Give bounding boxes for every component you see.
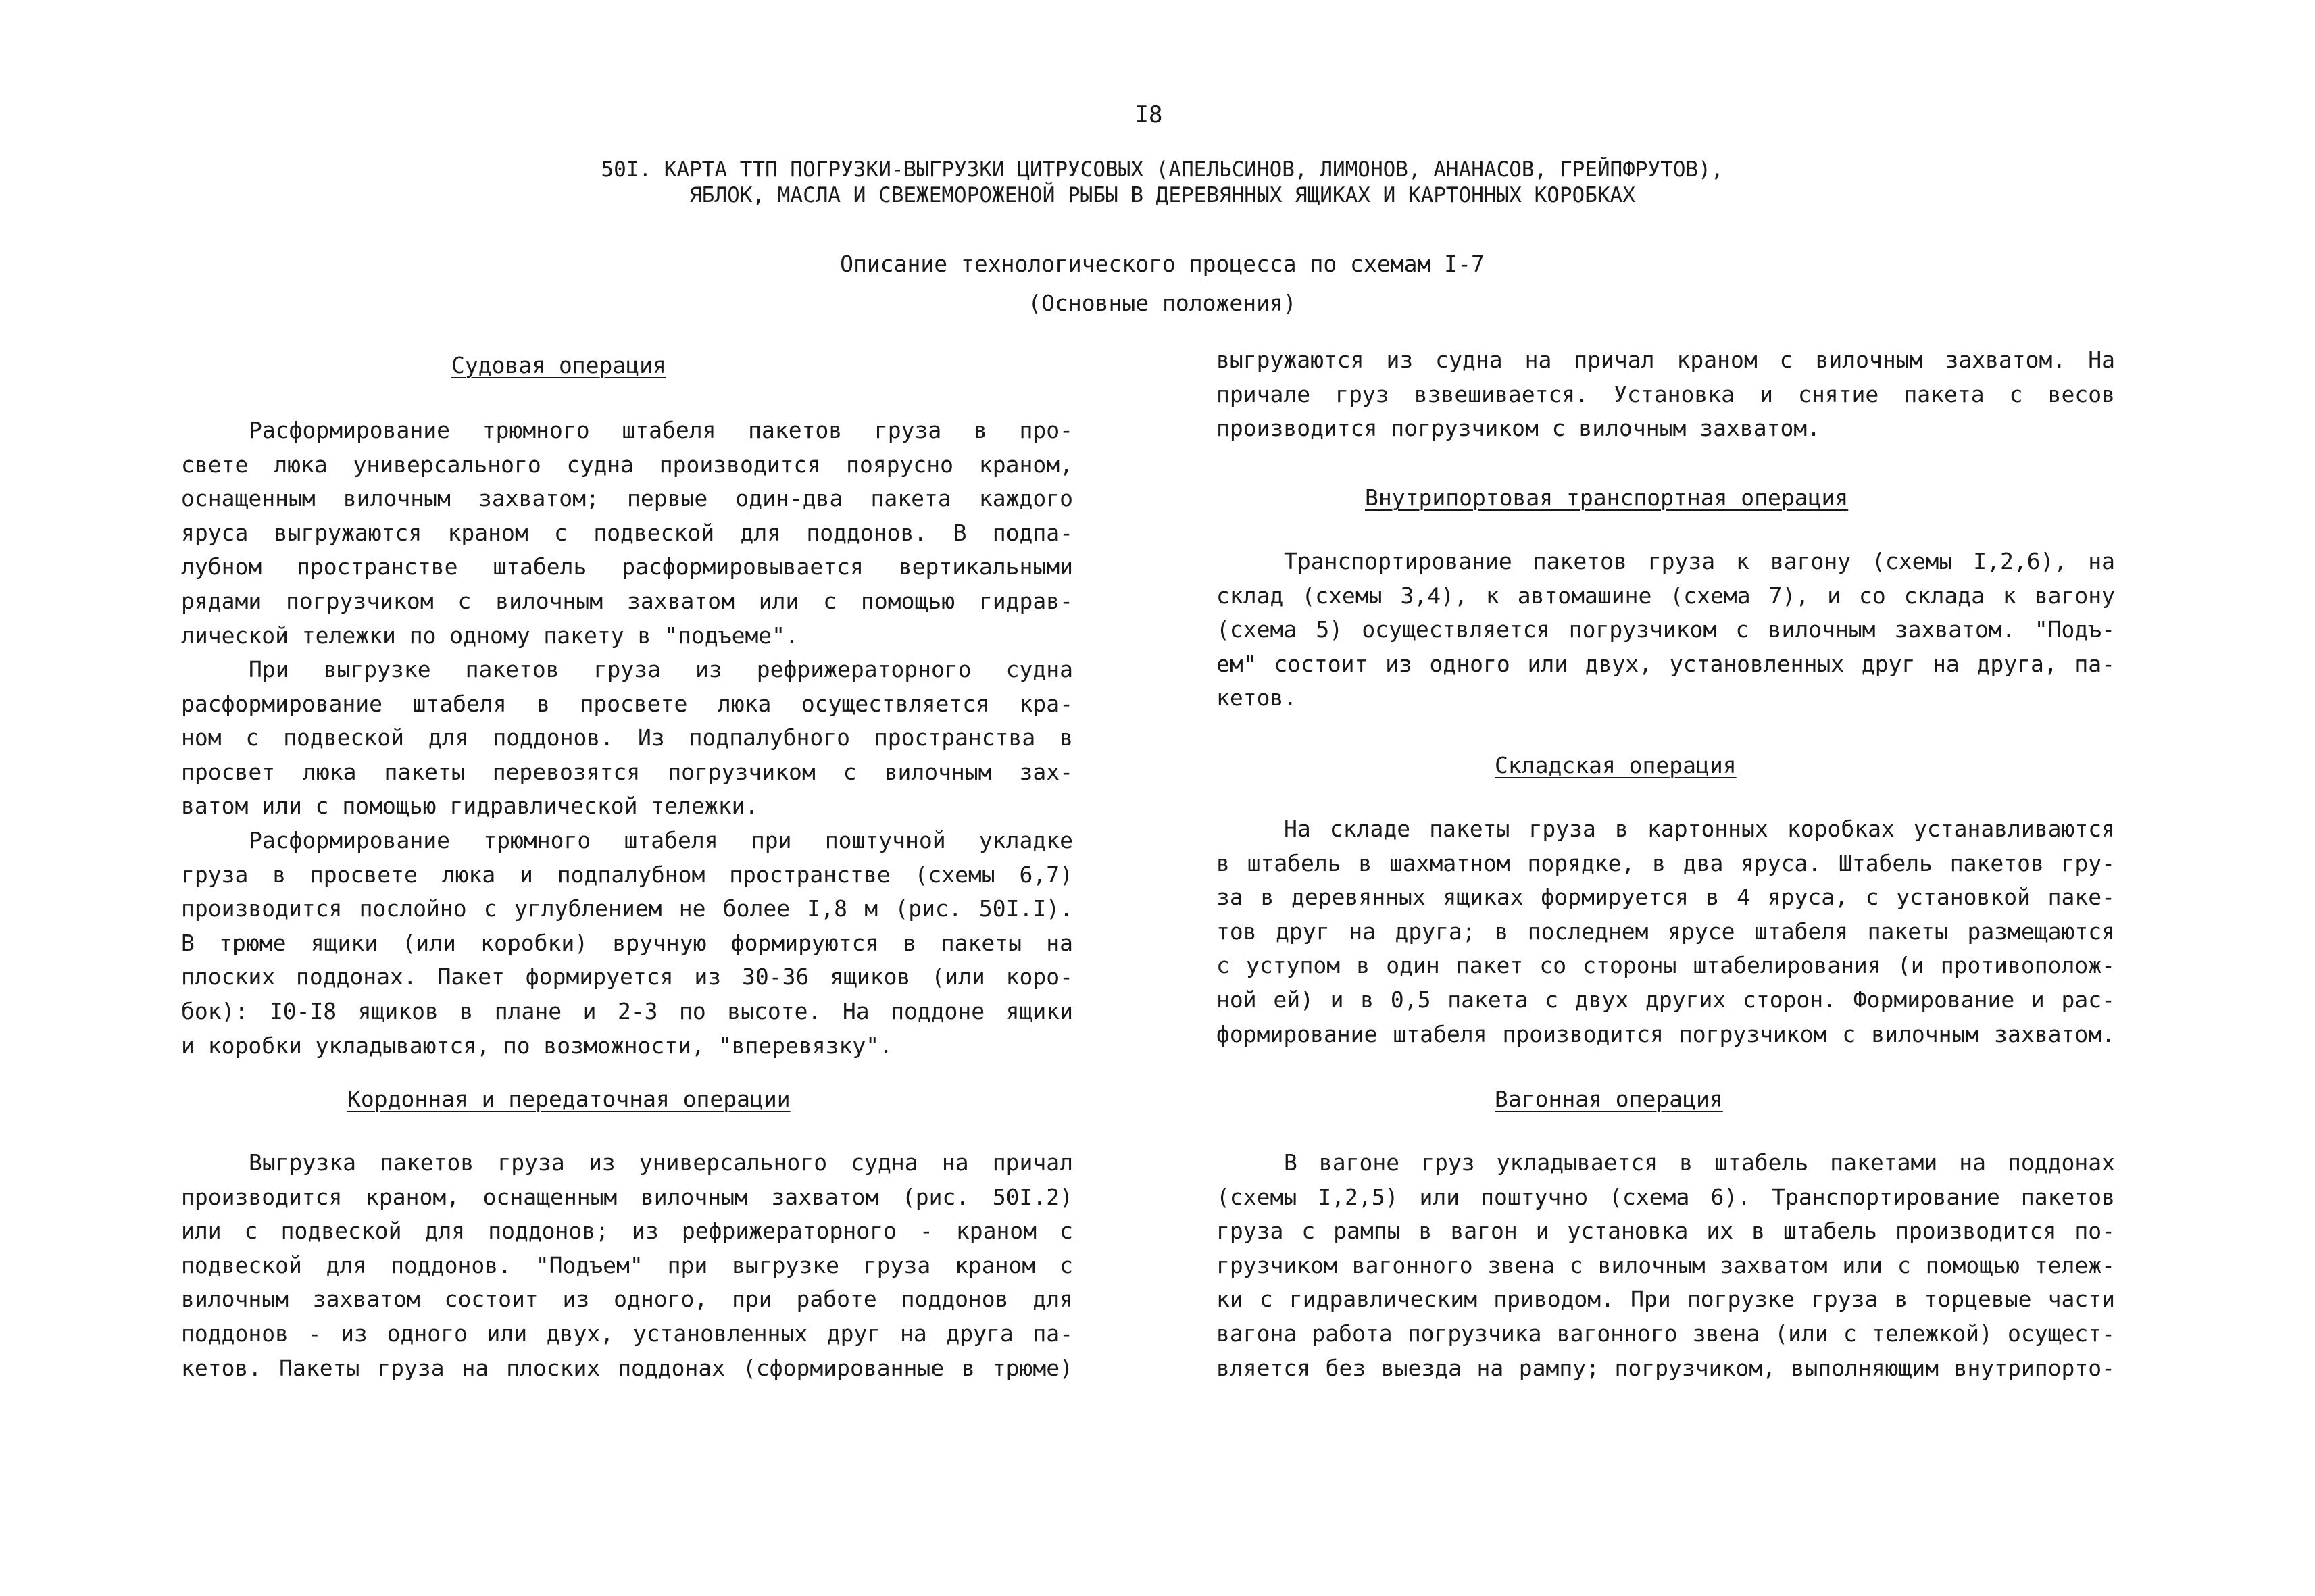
text-line: формирование штабеля производится погрузчиком с вилочным захватом. bbox=[1216, 1020, 2115, 1047]
paragraph-transport bbox=[1216, 545, 2115, 716]
text-line: (схемы I,2,5) или поштучно (схема 6). Транспортирование пакетов bbox=[1216, 1183, 2115, 1210]
text-line: производится послойно с углублением не более I,8 м (рис. 50I.I). bbox=[181, 895, 1073, 922]
subtitle-line: (Основные положения) bbox=[1028, 290, 1297, 316]
text-line: В вагоне груз укладывается в штабель пакетами на поддонах bbox=[1284, 1149, 2115, 1176]
page-number: I8 bbox=[1135, 101, 1163, 128]
text-line: вагона работа погрузчика вагонного звена (или с тележкой) осущест- bbox=[1216, 1320, 2115, 1347]
text-line: просвет люка пакеты перевозятся погрузчиком с вилочным зах- bbox=[181, 758, 1073, 785]
text-line: Расформирование трюмного штабеля пакетов груза в про- bbox=[249, 417, 1073, 443]
text-line: свете люка универсального судна производится поярусно краном, bbox=[181, 451, 1073, 478]
text-line: кетов. Пакеты груза на плоских поддонах (сформированные в трюме) bbox=[181, 1354, 1073, 1381]
text-line: Выгрузка пакетов груза из универсального судна на причал bbox=[249, 1149, 1073, 1176]
text-line: рядами погрузчиком с вилочным захватом или с помощью гидрав- bbox=[181, 587, 1073, 614]
text-line: выгружаются из судна на причал краном с вилочным захватом. На bbox=[1216, 347, 2115, 373]
paragraph-ship-2 bbox=[181, 653, 1073, 824]
text-line: расформирование штабеля в просвете люка осуществляется кра- bbox=[181, 690, 1073, 717]
paragraph-ship-3 bbox=[181, 824, 1073, 1063]
text-line: лической тележки по одному пакету в "подъеме". bbox=[181, 622, 799, 649]
text-line: склад (схемы 3,4), к автомашине (схема 7), и со склада к вагону bbox=[1216, 582, 2115, 609]
document-subtitle bbox=[608, 245, 1716, 323]
text-line: поддонов - из одного или двух, установленных друг на друга па- bbox=[181, 1320, 1073, 1347]
text-line: ном с подвеской для поддонов. Из подпалубного пространства в bbox=[181, 724, 1073, 751]
text-line: производится погрузчиком с вилочным захватом. bbox=[1216, 415, 1821, 442]
title-line: 50I. КАРТА ТТП ПОГРУЗКИ-ВЫГРУЗКИ ЦИТРУСОВЫХ (АПЕЛЬСИНОВ, ЛИМОНОВ, АНАНАСОВ, ГРЕЙПФРУТОВ), bbox=[601, 157, 1724, 182]
text-line: вляется без выезда на рампу; погрузчиком, выполняющим внутрипорто- bbox=[1216, 1354, 2115, 1381]
text-line: груза с рампы в вагон и установка их в штабель производится по- bbox=[1216, 1218, 2115, 1245]
text-line: ной ей) и в 0,5 пакета с двух других сторон. Формирование и рас- bbox=[1216, 986, 2115, 1013]
text-line: плоских поддонах. Пакет формируется из 30-36 ящиков (или коро- bbox=[181, 964, 1073, 991]
text-line: груза в просвете люка и подпалубном пространстве (схемы 6,7) bbox=[181, 861, 1073, 888]
text-line: с уступом в один пакет со стороны штабелирования (и противополож- bbox=[1216, 952, 2115, 979]
text-line: и коробки укладываются, по возможности, "вперевязку". bbox=[181, 1032, 893, 1059]
text-line: за в деревянных ящиках формируется в 4 яруса, с установкой паке- bbox=[1216, 884, 2115, 911]
section-heading-wagon-operation: Вагонная операция bbox=[1495, 1086, 1723, 1112]
text-line: тов друг на друга; в последнем ярусе штабеля пакеты размещаются bbox=[1216, 918, 2115, 945]
text-line: Транспортирование пакетов груза к вагону (схемы I,2,6), на bbox=[1284, 548, 2115, 574]
text-line: кетов. bbox=[1216, 684, 1297, 712]
text-line: яруса выгружаются краном с подвеской для поддонов. В подпа- bbox=[181, 519, 1073, 546]
paragraph-ship-1 bbox=[181, 414, 1073, 653]
text-line: ватом или с помощью гидравлической тележки. bbox=[181, 793, 759, 820]
title-line: ЯБЛОК, МАСЛА И СВЕЖЕМОРОЖЕНОЙ РЫБЫ В ДЕРЕВЯННЫХ ЯЩИКАХ И КАРТОННЫХ КОРОБКАХ bbox=[689, 183, 1635, 207]
paragraph-cordon bbox=[181, 1146, 1073, 1385]
section-heading-cordon-operations: Кордонная и передаточная операции bbox=[347, 1086, 791, 1112]
text-line: лубном пространстве штабель расформировывается вертикальными bbox=[181, 553, 1073, 580]
section-heading-transport-operation: Внутрипортовая транспортная операция bbox=[1365, 484, 1849, 511]
text-line: подвеской для поддонов. "Подъем" при выгрузке груза краном с bbox=[181, 1251, 1073, 1278]
text-line: (схема 5) осуществляется погрузчиком с вилочным захватом. "Подъ- bbox=[1216, 616, 2115, 643]
text-line: ки с гидравлическим приводом. При погрузке груза в торцевые части bbox=[1216, 1286, 2115, 1313]
text-line: ем" состоит из одного или двух, установленных друг на друга, па- bbox=[1216, 650, 2115, 677]
text-line: производится краном, оснащенным вилочным захватом (рис. 50I.2) bbox=[181, 1183, 1073, 1210]
text-line: Расформирование трюмного штабеля при поштучной укладке bbox=[249, 827, 1073, 853]
text-line: В трюме ящики (или коробки) вручную формируются в пакеты на bbox=[181, 929, 1073, 956]
text-line: вилочным захватом состоит из одного, при работе поддонов для bbox=[181, 1286, 1073, 1313]
text-line: оснащенным вилочным захватом; первые один-два пакета каждого bbox=[181, 485, 1073, 512]
text-line: грузчиком вагонного звена с вилочным захватом или с помощью тележ- bbox=[1216, 1251, 2115, 1278]
text-line: в штабель в шахматном порядке, в два яруса. Штабель пакетов гру- bbox=[1216, 849, 2115, 876]
subtitle-line: Описание технологического процесса по схемам I-7 bbox=[840, 251, 1485, 277]
text-line: или с подвеской для поддонов; из рефрижераторного - краном с bbox=[181, 1218, 1073, 1245]
section-heading-warehouse-operation: Складская операция bbox=[1495, 752, 1737, 778]
section-heading-ship-operation: Судовая операция bbox=[451, 352, 666, 378]
document-title bbox=[351, 157, 1973, 208]
text-line: причале груз взвешивается. Установка и снятие пакета с весов bbox=[1216, 380, 2115, 407]
paragraph-wagon bbox=[1216, 1146, 2115, 1385]
text-line: При выгрузке пакетов груза из рефрижераторного судна bbox=[249, 656, 1073, 682]
text-line: На складе пакеты груза в картонных коробках устанавливаются bbox=[1284, 816, 2115, 842]
paragraph-cordon-continuation bbox=[1216, 343, 2115, 446]
text-line: бок): I0-I8 ящиков в плане и 2-3 по высоте. На поддоне ящики bbox=[181, 997, 1073, 1024]
paragraph-warehouse bbox=[1216, 812, 2115, 1051]
